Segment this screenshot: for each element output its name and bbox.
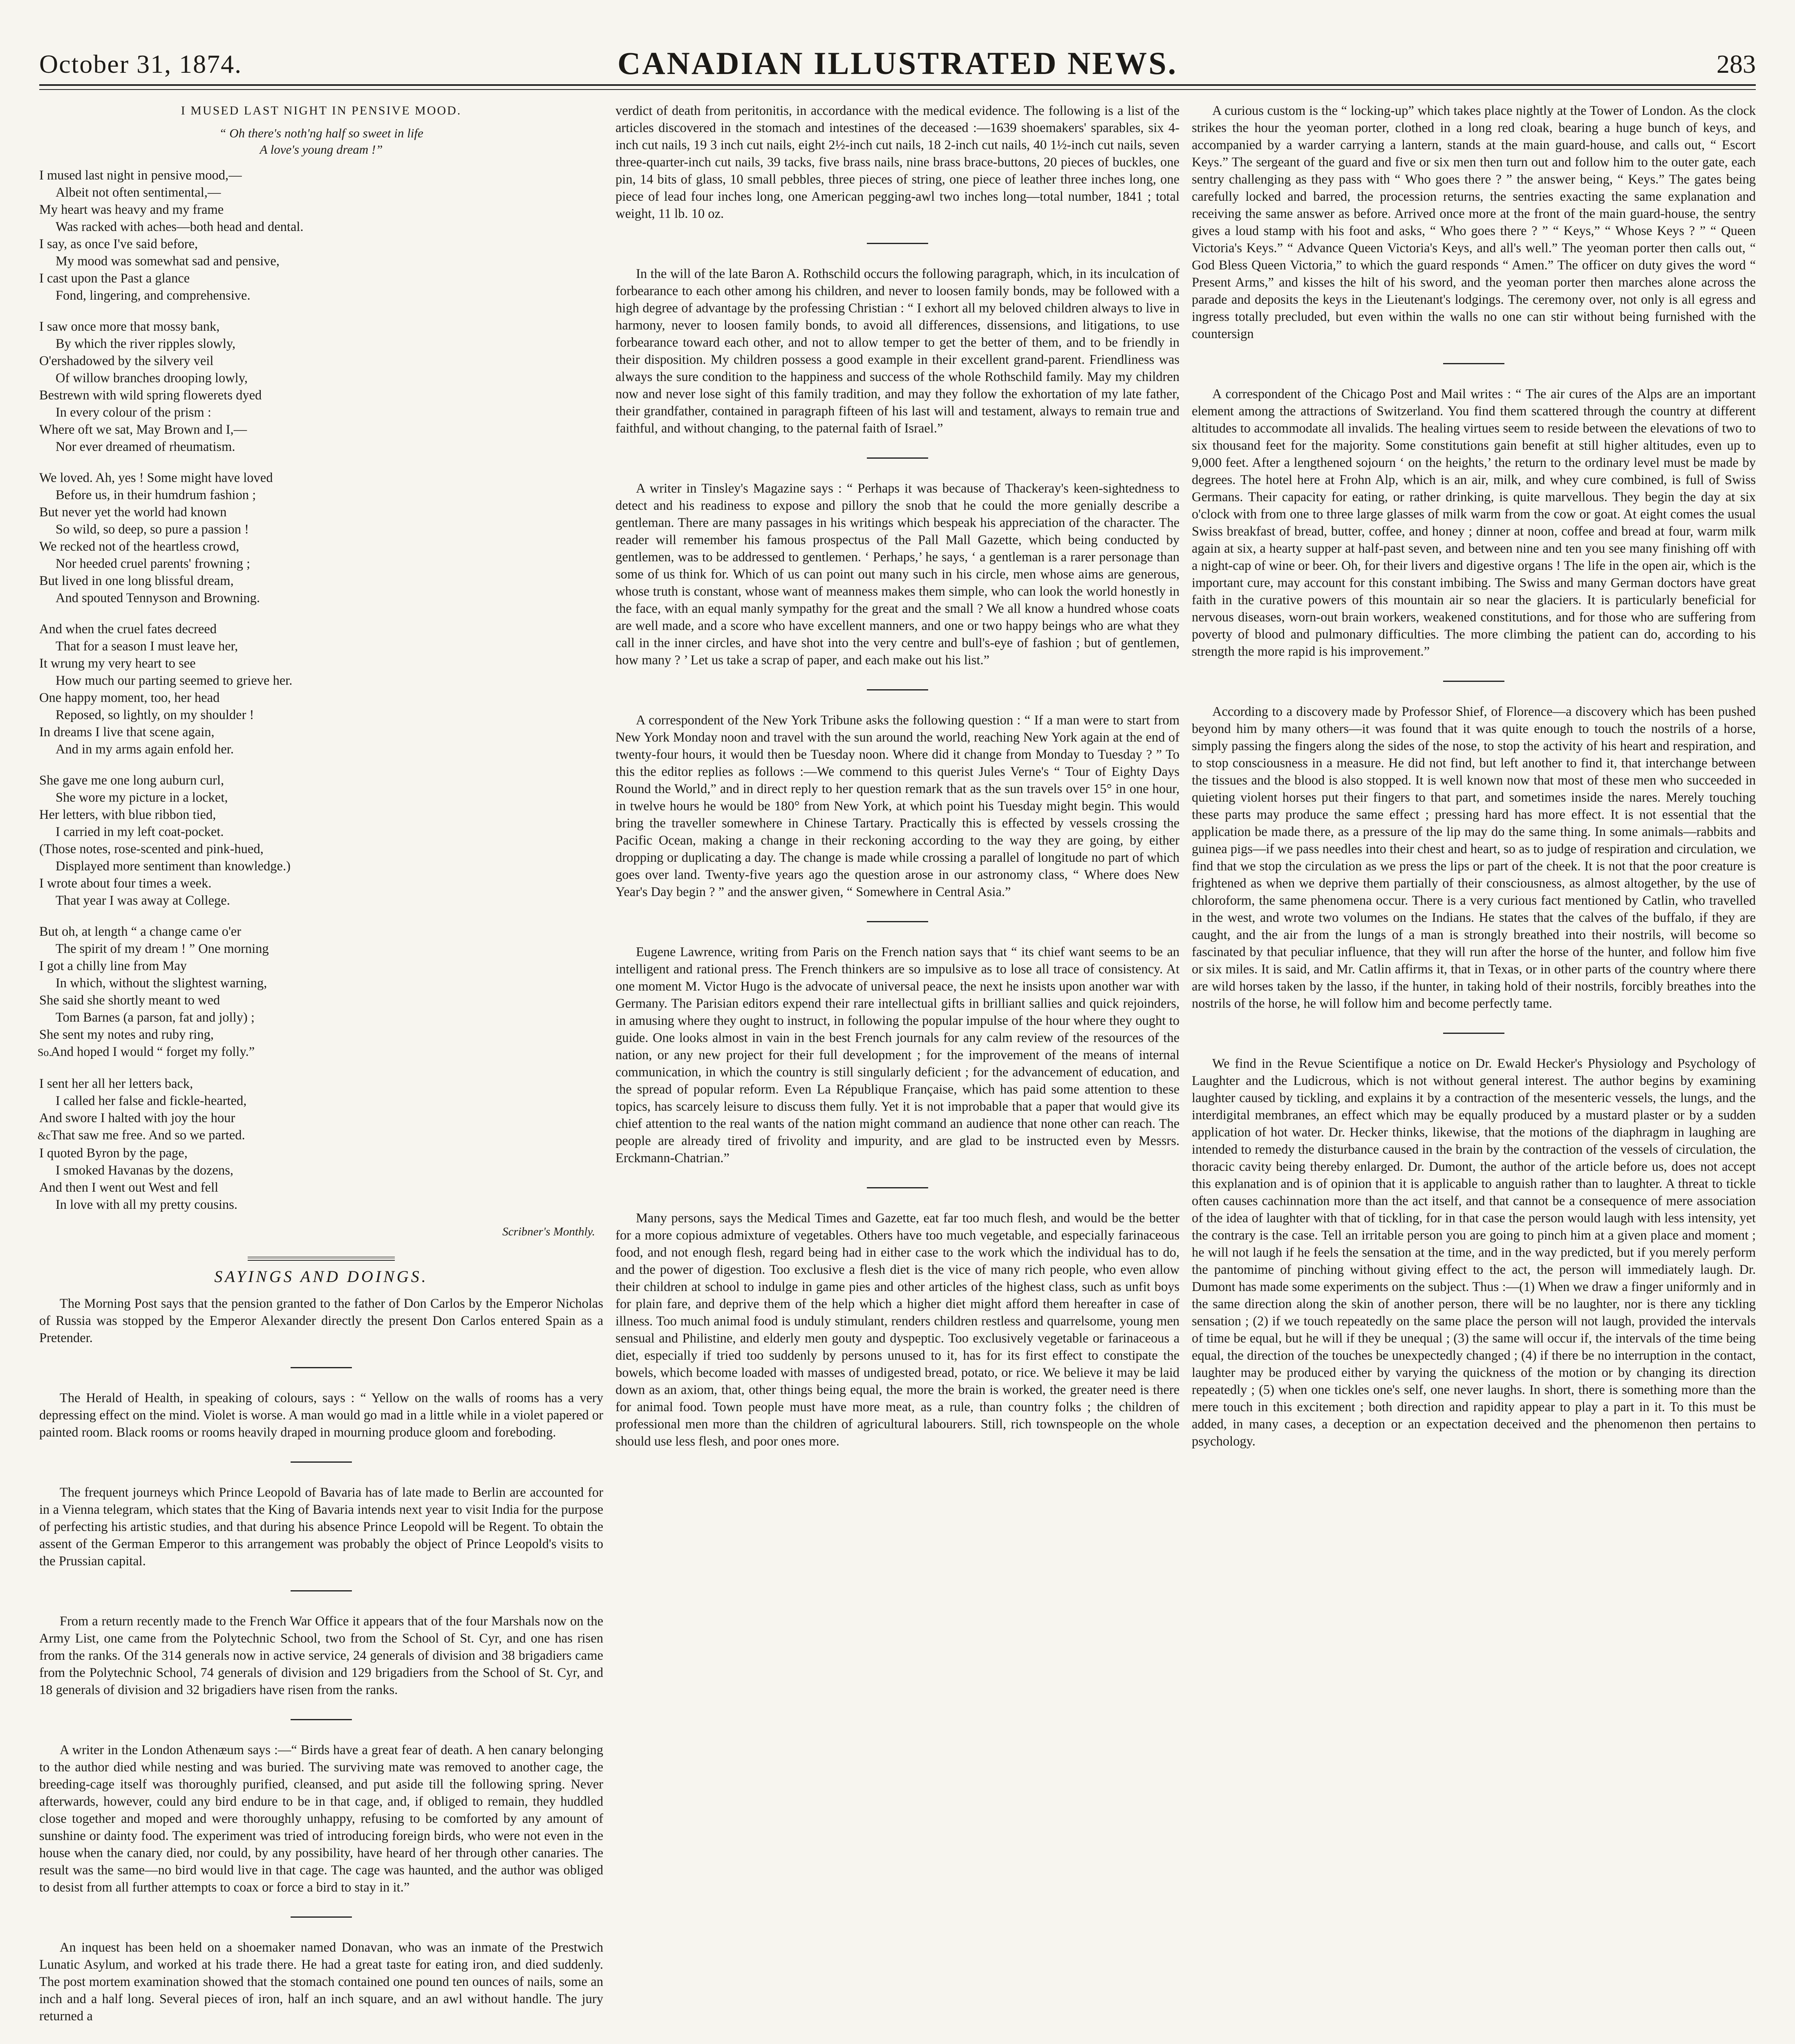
poem-line [39,672,603,689]
poem-line [39,521,603,538]
poem-line [39,975,603,992]
article-paragraph: A writer in Tinsley's Magazine says : “ Perhaps it was because of Thackeray's keen-sightedness to detect and his readiness to expose and pillory the snob that he could the more genially describe a gentleman. There are many passages in his writings which bespeak his appreciation of the character. The reader will remember his famous prospectus of the Pall Mall Gazette, which being conducted by gentlemen, was to be addressed to gentlemen. ‘ Perhaps,’ he says, ‘ a gentleman is a rarer personage than some of us think for. Which of us can point out many such in his circle, men whose aims are generous, whose truth is constant, whose want of meanness makes them simple, who can look the world honestly in the face, with an equal manly sympathy for the great and the small ? We all know a hundred whose coats are well made, and a score who have excellent manners, and one or two happy beings who are what they call in the inner circles, and have shot into the very centre and bull's-eye of fashion ; but of gentlemen, how many ? ’ Let us take a scrap of paper, and each make out his list.” [615,481,1180,668]
poem-line [39,253,603,270]
article-separator [291,1461,352,1463]
poem-line [39,923,603,940]
page-number: 283 [1717,49,1756,78]
poem-line-text: In love with all my pretty cousins. [56,1197,238,1212]
poem-body [39,167,603,1213]
article-paragraph: In the will of the late Baron A. Rothschild occurs the following paragraph, which, in its inculcation of forbearance to each other among his children, and never to loosen family bonds, may be followed with a high degree of advantage by the professing Christian : “ I exhort all my beloved children always to live in harmony, never to loosen family bonds, to avoid all differences, dissensions, and litigations, to use forbearance toward each other, and not to allow temper to get the better of them, and to be friendly in their disposition. My children possess a good example in their excellent grand-parent. Friendliness was always the sure condition to the happiness and success of the whole Rothschild family. May my children now and never lose sight of this family tradition, and may they follow the exhortation of my late father, their grandfather, contained in paragraph fifteen of his last will and testament, always to remain true and faithful, and without changing, to the paternal faith of Israel.” [615,267,1180,436]
poem-line-text: In every colour of the prism : [56,405,211,420]
poem-line-text: I carried in my left coat-pocket. [56,825,224,839]
poem-line [39,572,603,589]
poem-line-text: So wild, so deep, so pure a passion ! [56,522,249,537]
poem-line [39,438,603,455]
article-separator [867,921,928,922]
poem-line-text: I got a chilly line from May [39,959,187,973]
poem-title: I MUSED LAST NIGHT IN PENSIVE MOOD. [181,104,462,117]
poem-line-text: I cast upon the Past a glance [39,271,190,286]
poem-line-text: I say, as once I've said before, [39,237,198,251]
poem-line [39,1109,603,1127]
poem-line [39,1145,603,1162]
poem-line-text: And hoped I would “ forget my folly.” [51,1044,255,1059]
poem-line-text: That for a season I must leave her, [56,639,238,654]
article-separator [867,1187,928,1188]
poem-line-text: Nor ever dreamed of rheumatism. [56,439,235,454]
poem-stanza [39,772,603,909]
poem-line-text: The spirit of my dream ! ” One morning [56,941,269,956]
poem-line-text: That saw me free. And so we parted. [51,1128,245,1143]
poem-line-text: Bestrewn with wild spring flowerets dyed [39,388,262,403]
poem-line-text: Her letters, with blue ribbon tied, [39,807,216,822]
article-paragraph: verdict of death from peritonitis, in accordance with the medical evidence. The following is a list of the articles discovered in the stomach and intestines of the deceased :—1639 shoemakers' sparables, six 4-inch cut nails, 19 3 inch cut nails, eight 2½-inch cut nails, 18 2-inch cut nails, 40 1½-inch cut nails, seven three-quarter-inch cut nails, 39 tacks, five brass nails, nine brass brace-buttons, 20 pieces of buckles, one pin, 14 bits of glass, 10 small pebbles, three pieces of string, one piece of leather three inches long, one piece of lead four inches long, one American pegging-awl two inches long—total number, 1841 ; total weight, 11 lb. 10 oz. [615,103,1180,221]
epigraph-line: “ Oh there's noth'ng half so sweet in life [219,126,423,140]
column-2 [615,102,1180,1453]
article-paragraph: A curious custom is the “ locking-up” which takes place nightly at the Tower of London. As the clock strikes the hour the yeoman porter, clothed in a long red cloak, bearing a huge bunch of keys, and accompanied by a warder carrying a lantern, stands at the main guard-house, and calls out, “ Escort Keys.” The sergeant of the guard and five or six men then turn out and follow him to the outer gate, each sentry challenging as they pass with “ Who goes there ? ” the answer being, “ Keys.” The gates being carefully locked and barred, the procession returns, the sentries exacting the same explanation and receiving the same answer as before. Arrived once more at the front of the main guard-house, the sentry gives a loud stamp with his foot and asks, “ Who goes there ? ” “ Keys,” “ Whose Keys ? ” “ Queen Victoria's Keys.” “ Advance Queen Victoria's Keys, and all's well.” The yeoman porter then calls out, “ God Bless Queen Victoria,” to which the guard responds “ Amen.” The officer on duty gives the word “ Present Arms,” and kisses the hilt of his sword, and the yeoman porter then marches alone across the parade and deposits the keys in the Lieutenant's lodgings. The ceremony over, not only is all egress and ingress totally precluded, but even within the walls no one can stir without being furnished with the countersign [1192,103,1756,341]
poem-line [39,335,603,352]
poem-stanza [39,167,603,304]
article-paragraph: A correspondent of the Chicago Post and Mail writes : “ The air cures of the Alps are an important element among the attractions of Switzerland. You find them scattered through the country at different altitudes to accommodate all invalids. The healing virtues seem to reside between the elevations of two to six thousand feet for the majority. Some constitutions gain benefit at still higher altitudes, even up to 9,000 feet. After a lengthened sojourn ‘ on the heights,’ the return to the ordinary level must be made by degrees. The hotel here at Frohn Alp, which is an air, milk, and whey cure combined, is full of Swiss Germans. Their capacity for eating, or rather drinking, is quite marvellous. They begin the day at six o'clock with from one to three large glasses of milk warm from the cow or goat. At eight comes the usual Swiss breakfast of bread, butter, coffee, and honey ; dinner at noon, coffee and bread at four, warm milk again at six, a hearty supper at half-past seven, and between nine and ten you see many finishing off with a night-cap of wine or beer. Oh, for their livers and digestive organs ! The life in the open air, which is the important cure, may account for this constant imbibing. The Swiss and many German doctors have great faith in the curative powers of this mountain air so near the glaciers. It is particularly beneficial for nervous diseases, worn-out brain workers, weakened constitutions, and for those who are suffering from poverty of blood and pulmonary difficulties. The more climbing the patient can do, according to his strength the more rapid is his improvement.” [1192,387,1756,659]
poem-line [39,823,603,840]
poem-line-text: She said she shortly meant to wed [39,993,220,1008]
poem-line [39,1196,603,1213]
column-1 [39,102,603,2028]
poem-line [39,318,603,335]
article-separator [867,457,928,459]
poem-line [39,940,603,957]
poem-line [39,201,603,218]
poem-line [39,504,603,521]
poem-line-text: I sent her all her letters back, [39,1076,193,1091]
poem-line-text: It wrung my very heart to see [39,656,196,671]
poem-line-text: We recked not of the heartless crowd, [39,539,239,554]
poem-line-text: In dreams I live that scene again, [39,725,215,740]
poem-line-text: That year I was away at College. [56,893,230,908]
poem-line-text: O'ershadowed by the silvery veil [39,354,214,368]
poem-line-text: I mused last night in pensive mood,— [39,168,242,183]
column-3 [1192,102,1756,1453]
poem-line [39,469,603,486]
poem-line [39,167,603,184]
poem-line-text: Albeit not often sentimental,— [56,185,221,200]
article-separator [291,1719,352,1720]
poem-line [39,741,603,758]
poem-line [39,589,603,607]
column-2-articles [615,102,1180,1450]
poem-line [39,555,603,572]
poem-stanza [39,1075,603,1213]
poem-line [39,1043,603,1061]
poem-line [39,1179,603,1196]
poem-line [39,387,603,404]
poem-line [39,421,603,438]
poem-line-text: But never yet the world had known [39,505,227,520]
poem-line-text: (Those notes, rose-scented and pink-hued, [39,842,264,856]
article-separator [291,1916,352,1918]
epigraph-line: A love's young dream !” [260,142,383,157]
article-separator [867,689,928,690]
poem-line-text: Of willow branches drooping lowly, [56,371,248,385]
poem-line [39,1127,603,1145]
poem-line [39,840,603,858]
poem-line-text: But lived in one long blissful dream, [39,574,234,588]
poem-stanza [39,621,603,758]
masthead [39,39,1756,84]
poem-line-text: One happy moment, too, her head [39,690,220,705]
poem-line-text: And spouted Tennyson and Browning. [56,591,260,605]
poem-line [39,772,603,789]
poem-line-text: I saw once more that mossy bank, [39,319,220,334]
poem-line-text: She wore my picture in a locket, [56,790,228,805]
article-separator [867,243,928,244]
poem-line [39,858,603,875]
article-paragraph: An inquest has been held on a shoemaker named Donavan, who was an inmate of the Prestwich Lunatic Asylum, and worked at his trade there. He had a great taste for eating iron, and died suddenly. The post mortem examination showed that the stomach contained one pound ten ounces of nails, some an inch and a half long. Several pieces of iron, half an inch square, and an awl without handle. The jury returned a [39,1940,603,2024]
article-separator [1443,1033,1504,1034]
poem-line [39,486,603,504]
poem-line [39,1162,603,1179]
masthead-rule [39,84,1756,90]
poem-line [39,706,603,724]
poem-line-text: By which the river ripples slowly, [56,336,236,351]
article-separator [291,1367,352,1368]
poem-line-text: Was racked with aches—both head and dental. [56,220,304,234]
poem-line [39,287,603,304]
poem-stanza [39,318,603,455]
poem-line-text: And then I went out West and fell [39,1180,219,1195]
poem-line-text: And when the cruel fates decreed [39,622,217,637]
poem-line [39,235,603,253]
poem-line-text: I quoted Byron by the page, [39,1146,188,1161]
poem-line-text: But oh, at length “ a change came o'er [39,924,242,939]
poem-line-text: And in my arms again enfold her. [56,742,234,757]
margin-mark: So. [38,1047,51,1058]
poem-line-text: Fond, lingering, and comprehensive. [56,288,251,303]
column-3-articles [1192,102,1756,1450]
poem-line-text: Reposed, so lightly, on my shoulder ! [56,708,254,722]
article-paragraph: A correspondent of the New York Tribune asks the following question : “ If a man were to start from New York Monday noon and travel with the sun around the world, reaching New York again at the end of twenty-four hours, it would then be Tuesday noon. Where did it change from Monday to Tuesday ? ” To this the editor replies as follows :—We commend to this querist Jules Verne's “ Tour of Eighty Days Round the World,” and in direct reply to her question remark that as the sun travels over 15° in one hour, in twelve hours he would be 180° from New York, at which point his Tuesday might begin. This would bring the traveller somewhere in Chinese Tartary. Practically this is effected by vessels crossing the Pacific Ocean, making a change in their reckoning according to the way they are going, by either dropping or duplicating a day. The change is made while crossing a parallel of longitude no part of which goes over land. Twenty-five years ago the question arose in our astronomy class, “ Where does New Year's Day begin ? ” and the answer given, “ Somewhere in Central Asia.” [615,713,1180,899]
poem-line [39,218,603,235]
poem-line [39,724,603,741]
article-paragraph: The Herald of Health, in speaking of colours, says : “ Yellow on the walls of rooms has a very depressing effect on the mind. Violet is worse. A man would go mad in a little while in a violet papered or painted room. Black rooms or rooms heavily draped in mourning produce gloom and foreboding. [39,1391,603,1440]
poem-line [39,655,603,672]
poem-line [39,621,603,638]
poem-line [39,992,603,1009]
article-separator [1443,681,1504,682]
section-rule [248,1257,395,1261]
poem-attribution: Scribner's Monthly. [502,1225,595,1238]
poem-line-text: We loved. Ah, yes ! Some might have loved [39,471,273,485]
column-1-articles [39,1295,603,2025]
poem-stanza [39,923,603,1061]
poem-line [39,875,603,892]
poem-line-text: Displayed more sentiment than knowledge.) [56,859,291,874]
poem-line [39,1092,603,1109]
article-separator [1443,363,1504,364]
poem-line [39,404,603,421]
poem-line [39,1026,603,1043]
article-separator [291,1590,352,1591]
poem-line [39,538,603,555]
article-paragraph: Many persons, says the Medical Times and Gazette, eat far too much flesh, and would be the better for a more copious admixture of vegetables. Others have too much vegetable, and especially farinaceous food, and not enough flesh, regard being had in either case to the work which the individual has to do, and the power of digestion. Too exclusive a flesh diet is the vice of many rich people, who even allow their children at school to indulge in game pies and other articles of the highest class, such as unfit boys for plain fare, and deprive them of the help which a higher diet might afford them hereafter in case of illness. Too much animal food is unduly stimulant, renders children restless and quarrelsome, young men sensual and Philistine, and elderly men gouty and dyspeptic. Too exclusively vegetable or farinaceous a diet, especially if tried too suddenly by persons unused to it, has for its first effect to constipate the bowels, which become loaded with masses of undigested bread, potato, or rice. We believe it may be laid down as an axiom, that, other things being equal, the more the brain is worked, the greater need is there for animal food. Town people must have more meat, as a rule, than country folks ; the children of professional men more than the children of agricultural labourers. Still, rich townspeople on the whole should use less flesh, and poor ones more. [615,1211,1180,1449]
poem-line-text: My mood was somewhat sad and pensive, [56,254,280,269]
poem-line [39,1009,603,1026]
poem-line [39,370,603,387]
newspaper-title: CANADIAN ILLUSTRATED NEWS. [617,45,1178,81]
poem-line-text: Before us, in their humdrum fashion ; [56,488,256,502]
poem-line [39,638,603,655]
issue-date: October 31, 1874. [39,49,242,78]
poem-line [39,789,603,806]
poem-line [39,184,603,201]
poem-line-text: Tom Barnes (a parson, fat and jolly) ; [56,1010,255,1025]
article-paragraph: We find in the Revue Scientifique a notice on Dr. Ewald Hecker's Physiology and Psychology of Laughter and the Ludicrous, which is not without general interest. The author begins by examining laughter caused by tickling, and explains it by a contraction of the mesenteric vessels, the lungs, and the interdigital membranes, an effect which may be equally produced by a mustard plaster or by a sudden application of hot water. Dr. Hecker thinks, likewise, that the motions of the diaphragm in laughing are intended to remedy the disturbance caused in the brain by the contraction of the vessels of circulation, the thoracic cavity being thereby enlarged. Dr. Dumont, the author of the article before us, does not accept this explanation and is of opinion that it is applicable to anguish rather than to laughter. A threat to tickle often causes cachinnation more than the act itself, and that cannot be a consequence of mere association of the idea of laughter with that of tickling, for in that case the person would laugh with less intensity, yet the contrary is the case. Tell an irritable person you are going to pinch him at a given place and moment ; he will not laugh if he feels the sensation at the time, and in the way predicted, but if you merely perform the pantomime of pinching without giving effect to the act, the person will immediately laugh. Dr. Dumont has made some experiments on the subject. Thus :—(1) When we draw a finger uniformly and in the same direction along the skin of another person, there will be no laughter, nor is there any tickling sensation ; (2) if we touch repeatedly on the same place the person will not laugh, provided the intervals of time be equal, but he will if they be unequal ; (3) the same will occur if, the intervals of the time being equal, the direction of the touches be unexpectedly changed ; (4) if there be no interruption in the contact, laughter may be produced either by varying the quickness of the motion or by changing its direction repeatedly ; (5) when one tickles one's self, one never laughs. In short, there is something more than the mere touch in this excitement ; both direction and rapidity appear to play a part in it. To this must be added, in many cases, a deception or an expectation deceived and the phenomenon then pertains to psychology. [1192,1056,1756,1449]
poem-line-text: Nor heeded cruel parents' frowning ; [56,556,251,571]
article-paragraph: According to a discovery made by Professor Shief, of Florence—a discovery which has been pushed beyond him by many others—it was found that it was quite enough to touch the nostrils of a horse, simply passing the fingers along the sides of the nose, to stop the activity of his heart and respiration, and to stop consciousness in a measure. He did not find, but left another to find it, that interchange between the tissues and the blood is also stopped. It is well known now that most of these men who succeeded in quieting violent horses put their fingers to that part, and sometimes inside the nares. Merely touching these parts may produce the same effect ; pressing hard has more effect. It is not essential that the application be made there, as a pressure of the lip may do the same thing. In some animals—rabbits and guinea pigs—if we pass needles into their chest and heart, so as to judge of respiration and circulation, we find that we stop the circulation as we press the lips or part of the cheek. It is not that the poor creature is frightened as when we deprive them partially of their consciousness, as almost altogether, by the use of chloroform, the same phenomena occur. There is a very curious fact mentioned by Catlin, who travelled in the west, and wrote two volumes on the Indians. He states that the calves of the buffalo, if they are caught, and the air from the lungs of a man is strongly breathed into their nostrils, will become so fascinated by that peculiar influence, that they will run after the horse of the hunter, and follow him five or six miles. It is said, and Mr. Catlin affirms it, that in Texas, or in other parts of the country where there are wild horses taken by the lasso, if the hunter, in taking hold of their nostrils, forcibly breathes into the nostrils of the horse, he will follow him and become perfectly tame. [1192,704,1756,1011]
poem-line [39,806,603,823]
poem-epigraph [39,125,603,158]
article-paragraph: A writer in the London Athenæum says :—“ Birds have a great fear of death. A hen canary belonging to the author died while nesting and was buried. The surviving mate was removed to another cage, the breeding-cage itself was thoroughly purified, cleansed, and put aside till the following spring. Never afterwards, however, could any bird endure to be in that cage, and, if obliged to remain, they huddled close together and moped and were thoroughly unhappy, refusing to be comforted by any amount of sunshine or dainty food. The experiment was tried of introducing foreign birds, who were not even in the house when the canary died, nor could, by any possibility, have heard of her through other canaries. The result was the same—no bird would live in that cage. The cage was haunted, and the author was obliged to desist from all further attempts to coax or force a bird to stay in it.” [39,1743,603,1895]
poem-line-text: She gave me one long auburn curl, [39,773,224,788]
section-heading: SAYINGS AND DOINGS. [214,1267,428,1286]
poem-stanza [39,469,603,607]
poem-line-text: In which, without the slightest warning, [56,976,267,991]
poem-line [39,270,603,287]
article-paragraph: From a return recently made to the French War Office it appears that of the four Marshals now on the Army List, one came from the Polytechnic School, two from the School of St. Cyr, and one has risen from the ranks. Of the 314 generals now in active service, 24 generals of division and 38 brigadiers came from the Polytechnic School, 74 generals of division and 129 brigadiers from the School of St. Cyr, and 18 generals of division and 32 brigadiers have risen from the ranks. [39,1614,603,1697]
poem-line [39,1075,603,1092]
poem-line-text: And swore I halted with joy the hour [39,1111,235,1125]
poem-line [39,352,603,370]
poem-line-text: I called her false and fickle-hearted, [56,1094,247,1108]
article-paragraph: Eugene Lawrence, writing from Paris on the French nation says that “ its chief want seems to be an intelligent and rational press. The French thinkers are so impulsive as to lose all trace of consistency. At one moment M. Victor Hugo is the advocate of universal peace, the next he insists upon another war with Germany. The Parisian editors expend their rare intellectual gifts in brilliant sallies and quick rejoinders, in amusing where they ought to instruct, in following the popular impulse of the hour where they ought to guide. One looks almost in vain in the best French journals for any calm review of the resources of the nation, or any new project for their full development ; for the improvement of the means of internal communication, in which the country is still singularly deficient ; for the advancement of education, and the spread of popular reform. Even La République Française, which has paid some attention to these topics, has scarcely leisure to discuss them fully. Yet it is not improbable that a paper that would give its chief attention to the real wants of the nation might command an audience that none other can reach. The people are already tired of frivolity and impurity, and are glad to be instructed even by Messrs. Erckmann-Chatrian.” [615,945,1180,1165]
poem-line-text: Where oft we sat, May Brown and I,— [39,422,247,437]
poem-line-text: How much our parting seemed to grieve her. [56,673,293,688]
poem-line-text: My heart was heavy and my frame [39,202,224,217]
margin-mark: &c [38,1130,51,1142]
poem-line [39,892,603,909]
poem-line-text: I wrote about four times a week. [39,876,212,891]
poem-line [39,689,603,706]
article-paragraph: The Morning Post says that the pension granted to the father of Don Carlos by the Emperor Nicholas of Russia was stopped by the Emperor Alexander directly the present Don Carlos entered Spain as a Pretender. [39,1296,603,1345]
poem-line-text: I smoked Havanas by the dozens, [56,1163,234,1178]
poem-line [39,957,603,975]
poem-line-text: She sent my notes and ruby ring, [39,1027,214,1042]
article-paragraph: The frequent journeys which Prince Leopold of Bavaria has of late made to Berlin are accounted for in a Vienna telegram, which states that the King of Bavaria intends next year to visit India for the purpose of perfecting his artistic studies, and that during his absence Prince Leopold will be Regent. To obtain the assent of the German Emperor to this arrangement was probably the object of Prince Leopold's visits to the Prussian capital. [39,1485,603,1569]
